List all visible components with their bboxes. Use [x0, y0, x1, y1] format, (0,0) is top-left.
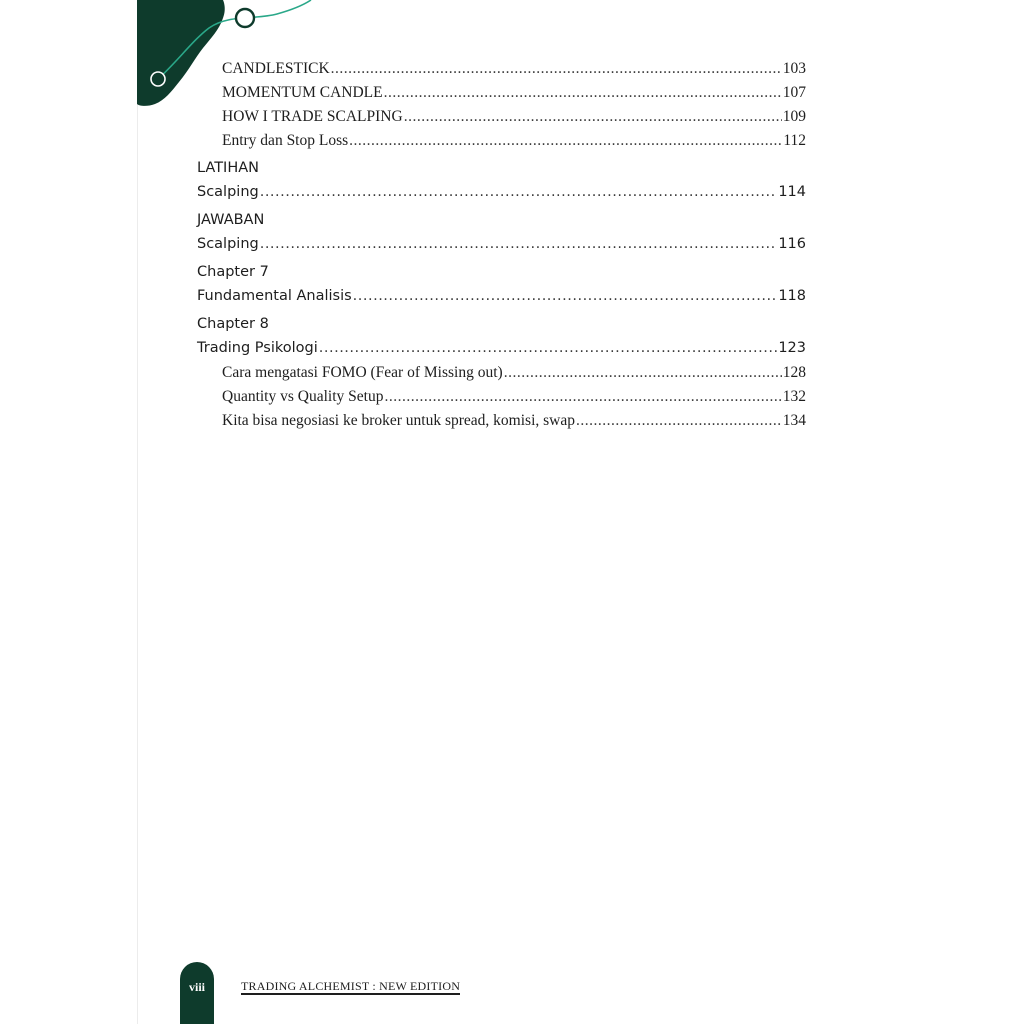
toc-entry-page: 112	[783, 132, 806, 149]
toc-entry-title: Scalping	[197, 236, 259, 252]
toc-entry-title: MOMENTUM CANDLE	[222, 84, 383, 101]
toc-entry-page: 128	[782, 364, 806, 381]
toc-entry-page: 132	[782, 388, 806, 405]
dot-leader	[353, 288, 778, 304]
toc-entry-momentum-candle[interactable]	[222, 84, 806, 102]
toc-heading-chapter-7: Chapter 7	[197, 264, 269, 280]
toc-entry-trading-psikologi[interactable]	[197, 340, 806, 356]
toc-entry-jawaban-scalping[interactable]	[197, 236, 806, 252]
dot-leader	[384, 388, 781, 406]
toc-entry-title: Cara mengatasi FOMO (Fear of Missing out)	[222, 364, 503, 381]
dot-leader	[384, 84, 782, 102]
toc-entry-candlestick[interactable]	[222, 60, 806, 78]
toc-heading-latihan: LATIHAN	[197, 160, 260, 176]
toc-entry-fundamental-analisis[interactable]	[197, 288, 806, 304]
toc-entry-page: 123	[778, 340, 806, 356]
toc-entry-title: Trading Psikologi	[197, 340, 318, 356]
toc-entry-fomo[interactable]	[222, 364, 806, 382]
toc-entry-latihan-scalping[interactable]	[197, 184, 806, 200]
dot-leader	[260, 236, 778, 252]
dot-leader	[331, 60, 782, 78]
dot-leader	[576, 412, 782, 430]
dot-leader	[260, 184, 778, 200]
toc-entry-title: CANDLESTICK	[222, 60, 330, 77]
toc-entry-title: Fundamental Analisis	[197, 288, 352, 304]
footer-page-number: viii	[188, 980, 205, 994]
toc-entry-title: Quantity vs Quality Setup	[222, 388, 384, 405]
toc-entry-page: 114	[778, 184, 806, 200]
toc-entry-page: 116	[778, 236, 806, 252]
toc-entry-title: HOW I TRADE SCALPING	[222, 108, 403, 125]
toc-entry-page: 109	[782, 108, 806, 125]
footer-book-title: TRADING ALCHEMIST : NEW EDITION	[241, 979, 461, 993]
dot-leader	[349, 132, 782, 150]
toc-entry-negosiasi-broker[interactable]	[222, 412, 806, 430]
toc-entry-title: Kita bisa negosiasi ke broker untuk spread, komisi, swap	[222, 412, 575, 429]
toc-entry-page: 107	[782, 84, 806, 101]
toc-entry-title: Scalping	[197, 184, 259, 200]
toc-entry-page: 118	[778, 288, 806, 304]
toc-entry-how-i-trade-scalping[interactable]	[222, 108, 806, 126]
dot-leader	[504, 364, 782, 382]
toc-heading-jawaban: JAWABAN	[197, 212, 265, 228]
toc-entry-page: 134	[782, 412, 806, 429]
toc-entry-page: 103	[782, 60, 806, 77]
toc-entry-title: Entry dan Stop Loss	[222, 132, 349, 149]
dot-leader	[319, 340, 778, 356]
toc-heading-chapter-8: Chapter 8	[197, 316, 269, 332]
toc-entry-quantity-vs-quality[interactable]	[222, 388, 806, 406]
dot-leader	[404, 108, 782, 126]
toc-entry-entry-stop-loss[interactable]	[222, 132, 806, 150]
